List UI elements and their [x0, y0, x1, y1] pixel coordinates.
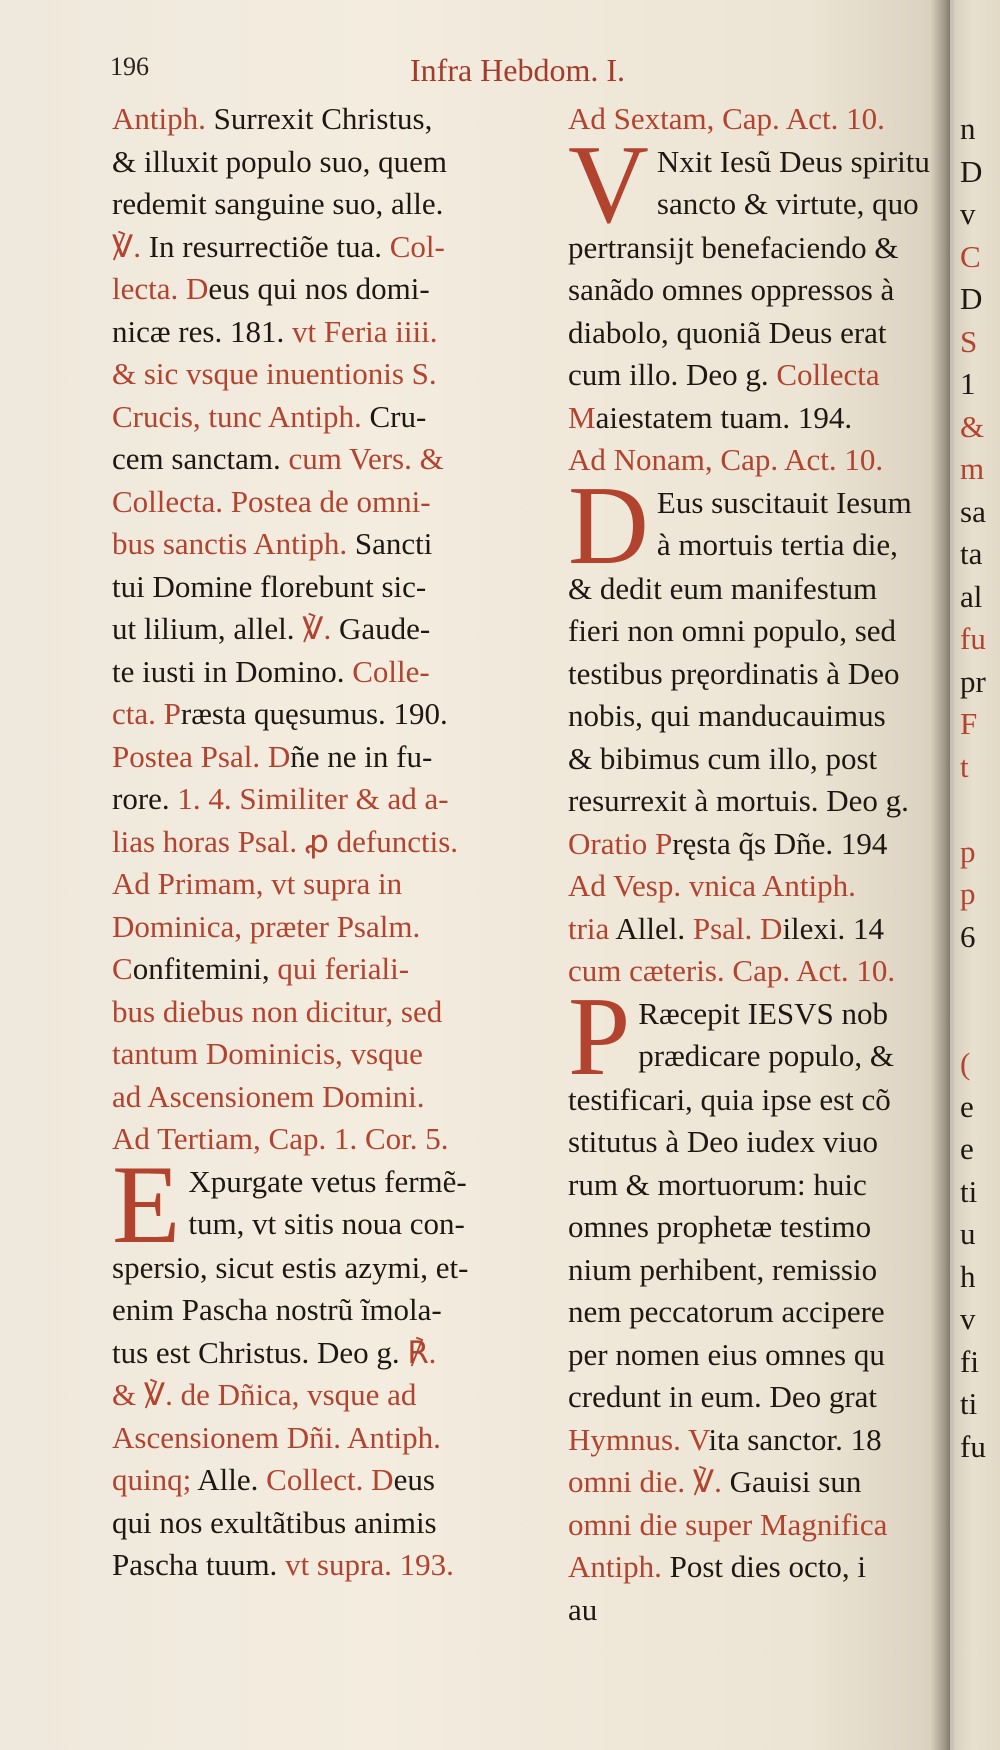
text-line [112, 736, 552, 779]
facing-page-fragment: S [960, 323, 978, 359]
rubric-text: Ad Tertiam, Cap. 1. Cor. 5. [112, 1121, 449, 1156]
facing-page-fragment [954, 958, 1000, 1001]
text-line [568, 823, 946, 866]
rubric-text: Dominica, præter Psalm. [112, 908, 421, 944]
body-text: onfitemini, [132, 951, 278, 986]
facing-page-fragment: F [960, 706, 978, 741]
body-text: Nxit Iesũ Deus spiritu [656, 143, 930, 179]
body-text: pertransijt benefaciendo & [568, 229, 899, 265]
body-text: ut lilium, allel. [112, 611, 303, 646]
body-text: stitutus à Deo iudex viuo [568, 1124, 878, 1159]
body-text: credunt in eum. Deo grat [568, 1379, 878, 1414]
rubric-text: cum cæteris. Cap. Act. 10. [568, 953, 896, 988]
text-line [112, 98, 552, 141]
text-line [568, 568, 946, 611]
body-text: Gaude- [331, 611, 431, 646]
drop-capital-e: E [112, 1160, 181, 1247]
rubric-text: C [112, 951, 133, 986]
rubric-text: vt supra. 193. [285, 1547, 454, 1582]
body-text: Alle. [197, 1462, 267, 1497]
facing-page-fragment: u [960, 1216, 976, 1251]
text-line [568, 610, 946, 653]
facing-page-fragment: D [960, 281, 983, 316]
left-text-bottom [112, 1247, 552, 1587]
left-text-top [112, 98, 552, 1161]
facing-page-fragment: m [960, 451, 985, 486]
text-line [568, 695, 946, 738]
right-text-top [568, 98, 946, 141]
rubric-text: vt Feria iiii. [291, 313, 438, 349]
facing-page-fragment: h [960, 1258, 976, 1294]
rubric-text: Hymnus. V [568, 1421, 709, 1457]
facing-page-fragment: e [960, 1131, 974, 1166]
body-text: Allel. [615, 910, 693, 946]
rubric-text: ℟. [407, 1334, 437, 1370]
text-line [112, 481, 552, 524]
text-line [568, 1079, 946, 1122]
text-line [568, 1334, 946, 1377]
facing-page-fragment: fu [960, 621, 986, 656]
rubric-text: Ad Sextam, Cap. Act. 10. [568, 101, 885, 136]
text-line [112, 1374, 552, 1417]
right-text-bottom [568, 1079, 946, 1632]
dropcap-block-deus [568, 482, 946, 568]
facing-page-fragment: v [960, 196, 976, 231]
body-text: Post dies octo, i [669, 1549, 866, 1584]
text-line [568, 1589, 946, 1632]
dropcap-block-vnxit [568, 141, 946, 227]
body-text: testificari, quia ipse est cõ [568, 1081, 891, 1117]
body-text: & illuxit populo suo, quem [112, 143, 447, 179]
rubric-text: M [568, 399, 596, 435]
dropcap-block-praecepit [568, 993, 946, 1079]
facing-page-fragment: 6 [960, 918, 976, 954]
text-line [112, 1289, 552, 1332]
facing-page-fragment: & [960, 408, 985, 444]
body-text: te iusti in Domino. [112, 653, 353, 689]
text-line [112, 863, 552, 906]
rubric-text: bus sanctis Antiph. [112, 526, 355, 561]
body-text: Eus suscitauit Iesum [656, 484, 912, 520]
facing-page-fragment: pr [960, 663, 986, 699]
text-line [568, 865, 946, 908]
text-line [112, 906, 552, 949]
text-line [112, 396, 552, 439]
facing-page-fragment [954, 1001, 1000, 1044]
body-text: Sancti [354, 526, 433, 561]
text-line [112, 1247, 552, 1290]
facing-page-fragment: ti [960, 1386, 978, 1421]
rubric-text: 1. 4. Similiter & ad a- [177, 781, 449, 816]
text-line [112, 608, 552, 651]
text-line [112, 141, 552, 184]
body-text: Xpurgate vetus fermẽ- [188, 1163, 467, 1199]
rubric-text: Collect. D [266, 1462, 394, 1497]
rubric-text: cum Vers. & [288, 441, 444, 476]
drop-capital-d: D [568, 481, 649, 568]
text-line [568, 227, 946, 270]
text-line [568, 98, 946, 141]
body-text: ręsta q̃s Dñe. 194 [672, 825, 888, 861]
text-line [112, 523, 552, 566]
facing-page-fragment: C [960, 238, 981, 274]
body-text: diabolo, quoniã Deus erat [568, 314, 887, 350]
body-text: eus qui nos domi- [208, 271, 430, 306]
text-line [568, 1504, 946, 1547]
body-text: In resurrectiõe tua. [140, 228, 390, 264]
rubric-text: Crucis, tunc Antiph. [112, 398, 370, 434]
facing-page-fragment: v [960, 1301, 976, 1336]
rubric-text: Collecta. Postea de omni- [112, 483, 431, 519]
rubric-text: lias horas Psal. ꝓ defunctis. [112, 823, 459, 859]
body-text: eus [393, 1462, 435, 1497]
body-text: nem peccatorum accipere [568, 1294, 885, 1329]
facing-page-fragment: p [960, 833, 976, 869]
facing-page-fragment: e [960, 1088, 974, 1124]
rubric-text: qui feriali- [277, 951, 410, 986]
body-text: ræsta quęsumus. 190. [180, 696, 448, 731]
body-text: tum, vt sitis noua con- [188, 1206, 465, 1241]
text-line [568, 1249, 946, 1292]
text-line [112, 778, 552, 821]
body-text: cum illo. Deo g. [568, 357, 777, 392]
body-text: au [568, 1591, 598, 1627]
rubric-text: Postea Psal. D [112, 738, 291, 774]
facing-page-fragment: ta [960, 536, 983, 571]
facing-page-fragment: n [960, 111, 976, 146]
drop-capital-v: V [568, 140, 649, 227]
gutter-shadow [930, 0, 950, 1750]
text-line [568, 1121, 946, 1164]
body-text: à mortuis tertia die, [656, 527, 898, 562]
rubric-text: Ad Primam, vt supra in [112, 866, 403, 901]
body-text: ñe ne in fu- [290, 738, 433, 774]
text-line [568, 439, 946, 482]
body-text: Gauisi sun [721, 1464, 862, 1499]
rubric-text: tria [568, 910, 616, 946]
facing-page-fragment: sa [960, 493, 986, 529]
text-line [188, 1161, 552, 1204]
body-text: Ræcepit IESVS nob [638, 995, 889, 1031]
body-text: nicæ res. 181. [112, 313, 292, 349]
left-column [112, 98, 552, 1587]
text-line [568, 269, 946, 312]
text-line [112, 226, 552, 269]
body-text: rore. [112, 781, 178, 816]
text-line [568, 1419, 946, 1462]
text-line [112, 948, 552, 991]
body-text: prædicare populo, & [638, 1038, 894, 1073]
body-text: Pascha tuum. [112, 1547, 286, 1582]
body-text: per nomen eius omnes qu [568, 1336, 885, 1372]
text-line [568, 780, 946, 823]
facing-page-fragment: fu [960, 1428, 986, 1464]
rubric-text: Ascensionem Dñi. Antiph. [112, 1419, 441, 1455]
facing-page-fragment: 1 [960, 366, 976, 401]
right-text-none [568, 568, 946, 993]
text-line [112, 311, 552, 354]
rubric-text: bus diebus non dicitur, sed [112, 993, 443, 1029]
facing-page-fragment: ti [960, 1173, 978, 1209]
text-line [568, 1546, 946, 1589]
text-line [112, 991, 552, 1034]
page-header [110, 52, 930, 92]
text-line [568, 738, 946, 781]
facing-page-fragment: p [960, 876, 976, 911]
text-line [112, 1332, 552, 1375]
body-text: sancto & virtute, quo [656, 186, 919, 221]
dropcap-block-expurgate [112, 1161, 552, 1247]
text-line [112, 183, 552, 226]
body-text: nium perhibent, remissio [568, 1251, 878, 1287]
text-line [112, 1544, 552, 1587]
rubric-text: tantum Dominicis, vsque [112, 1036, 423, 1071]
body-text: Cru- [369, 398, 427, 434]
body-text: & dedit eum manifestum [568, 570, 878, 606]
text-line [112, 353, 552, 396]
body-text: Surrexit Christus, [205, 101, 433, 136]
rubric-text: Antiph. [568, 1549, 670, 1584]
rubric-text: ℣. [112, 228, 141, 264]
text-line [568, 1461, 946, 1504]
rubric-text: Colle- [352, 653, 430, 689]
text-line [112, 693, 552, 736]
body-text: tui Domine florebunt sic- [112, 568, 427, 604]
body-text: tus est Christus. Deo g. [112, 1334, 408, 1370]
text-line [568, 1291, 946, 1334]
rubric-text: & ℣. de Dñica, vsque ad [112, 1377, 417, 1412]
rubric-text: Antiph. [112, 101, 206, 136]
text-line [112, 651, 552, 694]
body-text: resurrexit à mortuis. [568, 783, 827, 818]
folio-number: 196 [110, 52, 149, 81]
text-line [188, 1203, 552, 1246]
body-text: nobis, qui manducauimus [568, 698, 886, 733]
text-line [568, 354, 946, 397]
body-text: & bibimus cum illo, post [568, 740, 878, 776]
text-line [112, 268, 552, 311]
body-text: redemit sanguine suo, alle. [112, 186, 444, 221]
running-head: Infra Hebdom. I. [410, 52, 626, 88]
rubric-text: omni die super Magnifica [568, 1506, 888, 1542]
facing-page-fragment: ( [960, 1046, 971, 1081]
text-line [568, 397, 946, 440]
body-text: aiestatem tuam. 194. [595, 399, 853, 435]
body-text: sanãdo omnes oppressos à [568, 272, 895, 307]
body-text: ita sanctor. 18 [708, 1421, 882, 1457]
body-text: spersio, sicut estis azymi, et- [112, 1249, 469, 1285]
rubric-text: Collecta [776, 357, 880, 392]
text-line [568, 312, 946, 355]
body-text: omnes prophetæ testimo [568, 1209, 872, 1244]
text-line [568, 1376, 946, 1419]
rubric-text: & sic vsque inuentionis S. [112, 356, 437, 391]
rubric-text: ℣. [692, 1464, 722, 1499]
rubric-text: lecta. D [112, 271, 209, 306]
facing-page-fragment: D [960, 153, 983, 189]
rubric-text: omni die. [568, 1464, 693, 1499]
rubric-text: quinq; [112, 1462, 198, 1497]
text-line [112, 1502, 552, 1545]
text-line [112, 1459, 552, 1502]
text-line [112, 1076, 552, 1119]
body-text: testibus pręordinatis à Deo [568, 655, 900, 691]
right-text-sext [568, 227, 946, 482]
facing-page-fragment: al [960, 578, 983, 614]
text-line [112, 566, 552, 609]
text-line [112, 821, 552, 864]
text-line [112, 438, 552, 481]
body-text: Deo g. [826, 783, 909, 818]
rubric-text: Psal. D [692, 910, 783, 946]
drop-capital-p: P [568, 992, 631, 1079]
body-text: qui nos exultãtibus animis [112, 1504, 437, 1540]
body-text: cem sanctam. [112, 441, 289, 476]
facing-page-edge [954, 0, 1000, 1750]
facing-page-fragment [954, 788, 1000, 831]
text-line [112, 1417, 552, 1460]
right-column [568, 98, 946, 1631]
text-line [568, 908, 946, 951]
text-line [568, 1206, 946, 1249]
text-line [568, 950, 946, 993]
body-text: fieri non omni populo, sed [568, 613, 897, 648]
rubric-text: cta. P [112, 696, 181, 731]
rubric-text: ad Ascensionem Domini. [112, 1078, 425, 1114]
text-line [568, 1164, 946, 1207]
rubric-text: Oratio P [568, 825, 673, 861]
rubric-text: ℣. [302, 611, 332, 646]
facing-page-fragment: fi [960, 1343, 979, 1379]
facing-page-fragment: t [960, 748, 969, 784]
rubric-text: Ad Vesp. vnica Antiph. [568, 868, 856, 903]
rubric-text: Col- [389, 228, 445, 264]
text-line [112, 1118, 552, 1161]
text-line [112, 1033, 552, 1076]
body-text: enim Pascha nostrũ ĩmola- [112, 1292, 442, 1327]
body-text: ilexi. 14 [782, 910, 885, 946]
rubric-text: Ad Nonam, Cap. Act. 10. [568, 442, 884, 477]
text-line [568, 653, 946, 696]
body-text: rum & mortuorum: huic [568, 1166, 867, 1202]
